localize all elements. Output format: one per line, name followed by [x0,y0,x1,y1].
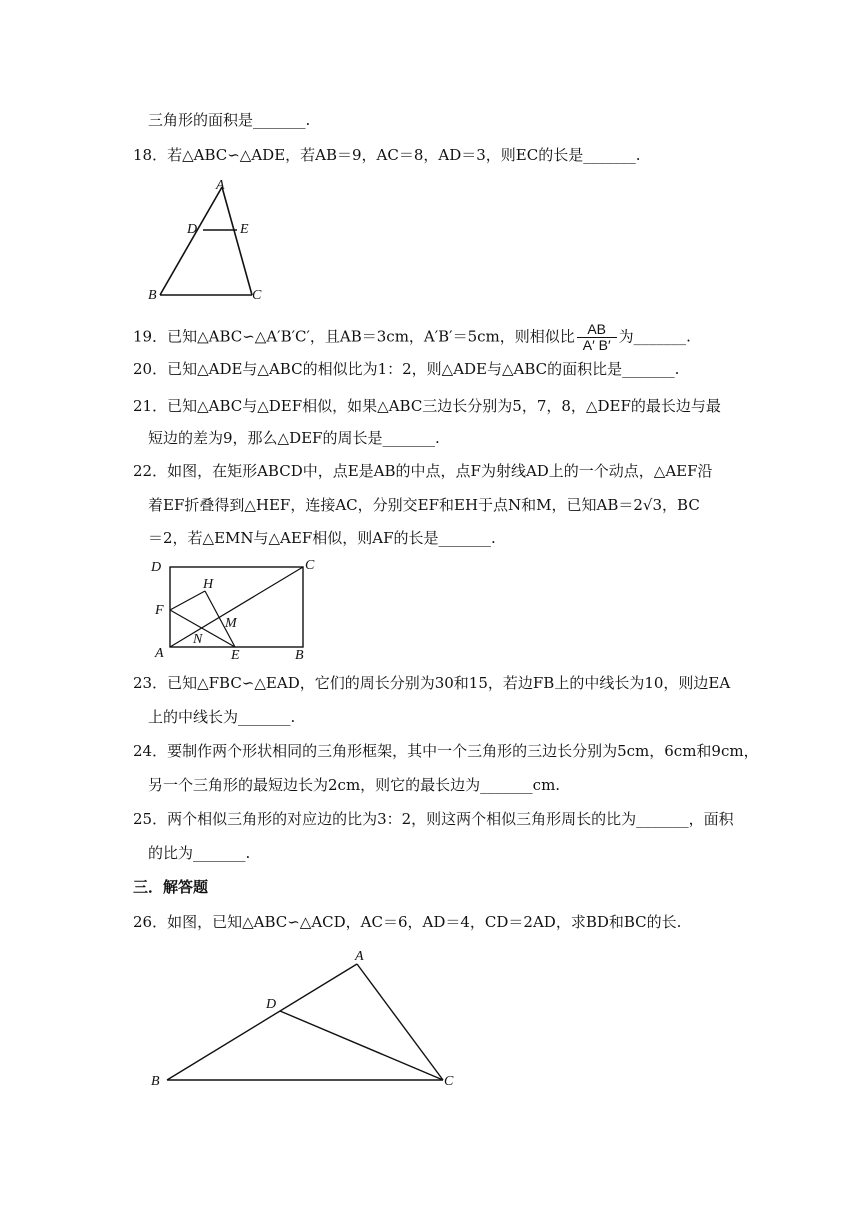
fig26-segment-DC [280,1011,443,1080]
section-heading-solutions: 三．解答题 [133,878,209,896]
fig22-label-B: B [295,648,304,663]
question-19 [133,322,691,353]
q19-denominator: A′ B′ [582,337,611,353]
question-23-line-2: 上的中线长为_______. [148,708,296,726]
fig18-side-AC [222,187,252,295]
question-21-line-1: 21．已知△ABC与△DEF相似，如果△ABC三边长分别为5，7，8，△DEF的最长边与最 [133,397,721,415]
fig22-label-D: D [151,560,162,575]
fig26-label-B: B [151,1074,160,1089]
fig26-label-A: A [355,949,364,964]
fig26-label-D: D [266,997,277,1012]
fig22-segment-FH [170,591,205,610]
fig18-side-AB [160,187,222,295]
figure-22-rectangle [145,555,335,665]
question-25-line-1: 25．两个相似三角形的对应边的比为3：2，则这两个相似三角形周长的比为_______，面积 [133,810,734,828]
fig26-side-AC [357,964,443,1080]
fig26-label-C: C [444,1074,454,1089]
q19-ratio-fraction [577,322,617,353]
fig22-label-M: M [225,616,237,631]
question-24-line-1: 24．要制作两个形状相同的三角形框架，其中一个三角形的三边长分别为5cm，6cm和9cm， [133,742,759,760]
question-21-line-2: 短边的差为9，那么△DEF的周长是_______. [148,429,440,447]
fig18-label-C: C [252,288,262,303]
fig22-label-N: N [193,632,203,647]
figure-18-triangle [140,175,280,305]
fig22-label-H: H [203,577,214,592]
figure-26-triangle [145,940,465,1090]
question-22-line-3: ＝2，若△EMN与△AEF相似，则AF的长是_______. [148,529,496,547]
fig22-diagonal-AC [170,567,303,647]
question-23-line-1: 23．已知△FBC∽△EAD，它们的周长分别为30和15，若边FB上的中线长为10，则边EA [133,674,731,692]
q19-text-before: 19．已知△ABC∽△A′B′C′，且AB＝3cm，A′B′＝5cm，则相似比 [133,327,575,346]
question-22-line-1: 22．如图，在矩形ABCD中，点E是AB的中点，点F为射线AD上的一个动点，△AEF沿 [133,462,713,480]
fig22-label-C: C [305,558,315,573]
q19-text-after: 为_______. [618,327,691,346]
question-20: 20．已知△ADE与△ABC的相似比为1：2，则△ADE与△ABC的面积比是_______. [133,360,680,378]
fig18-label-A: A [216,178,225,193]
q17-continuation: 三角形的面积是_______. [148,111,311,129]
fig22-label-F: F [155,603,164,618]
question-22-line-2: 着EF折叠得到△HEF，连接AC，分别交EF和EH于点N和M，已知AB＝2√3，BC [148,496,700,514]
question-24-line-2: 另一个三角形的最短边长为2cm，则它的最长边为_______cm. [148,776,561,794]
fig22-label-E: E [231,648,240,663]
fig18-label-E: E [240,222,249,237]
question-25-line-2: 的比为_______. [148,844,251,862]
fig26-side-AB [167,964,357,1080]
fig22-label-A: A [155,646,164,661]
fig18-label-D: D [187,222,198,237]
fig18-label-B: B [148,288,157,303]
question-26: 26．如图，已知△ABC∽△ACD，AC＝6，AD＝4，CD＝2AD，求BD和BC的长. [133,913,682,931]
q19-numerator: AB [577,322,617,338]
question-18: 18．若△ABC∽△ADE，若AB＝9，AC＝8，AD＝3，则EC的长是_______. [133,146,641,164]
